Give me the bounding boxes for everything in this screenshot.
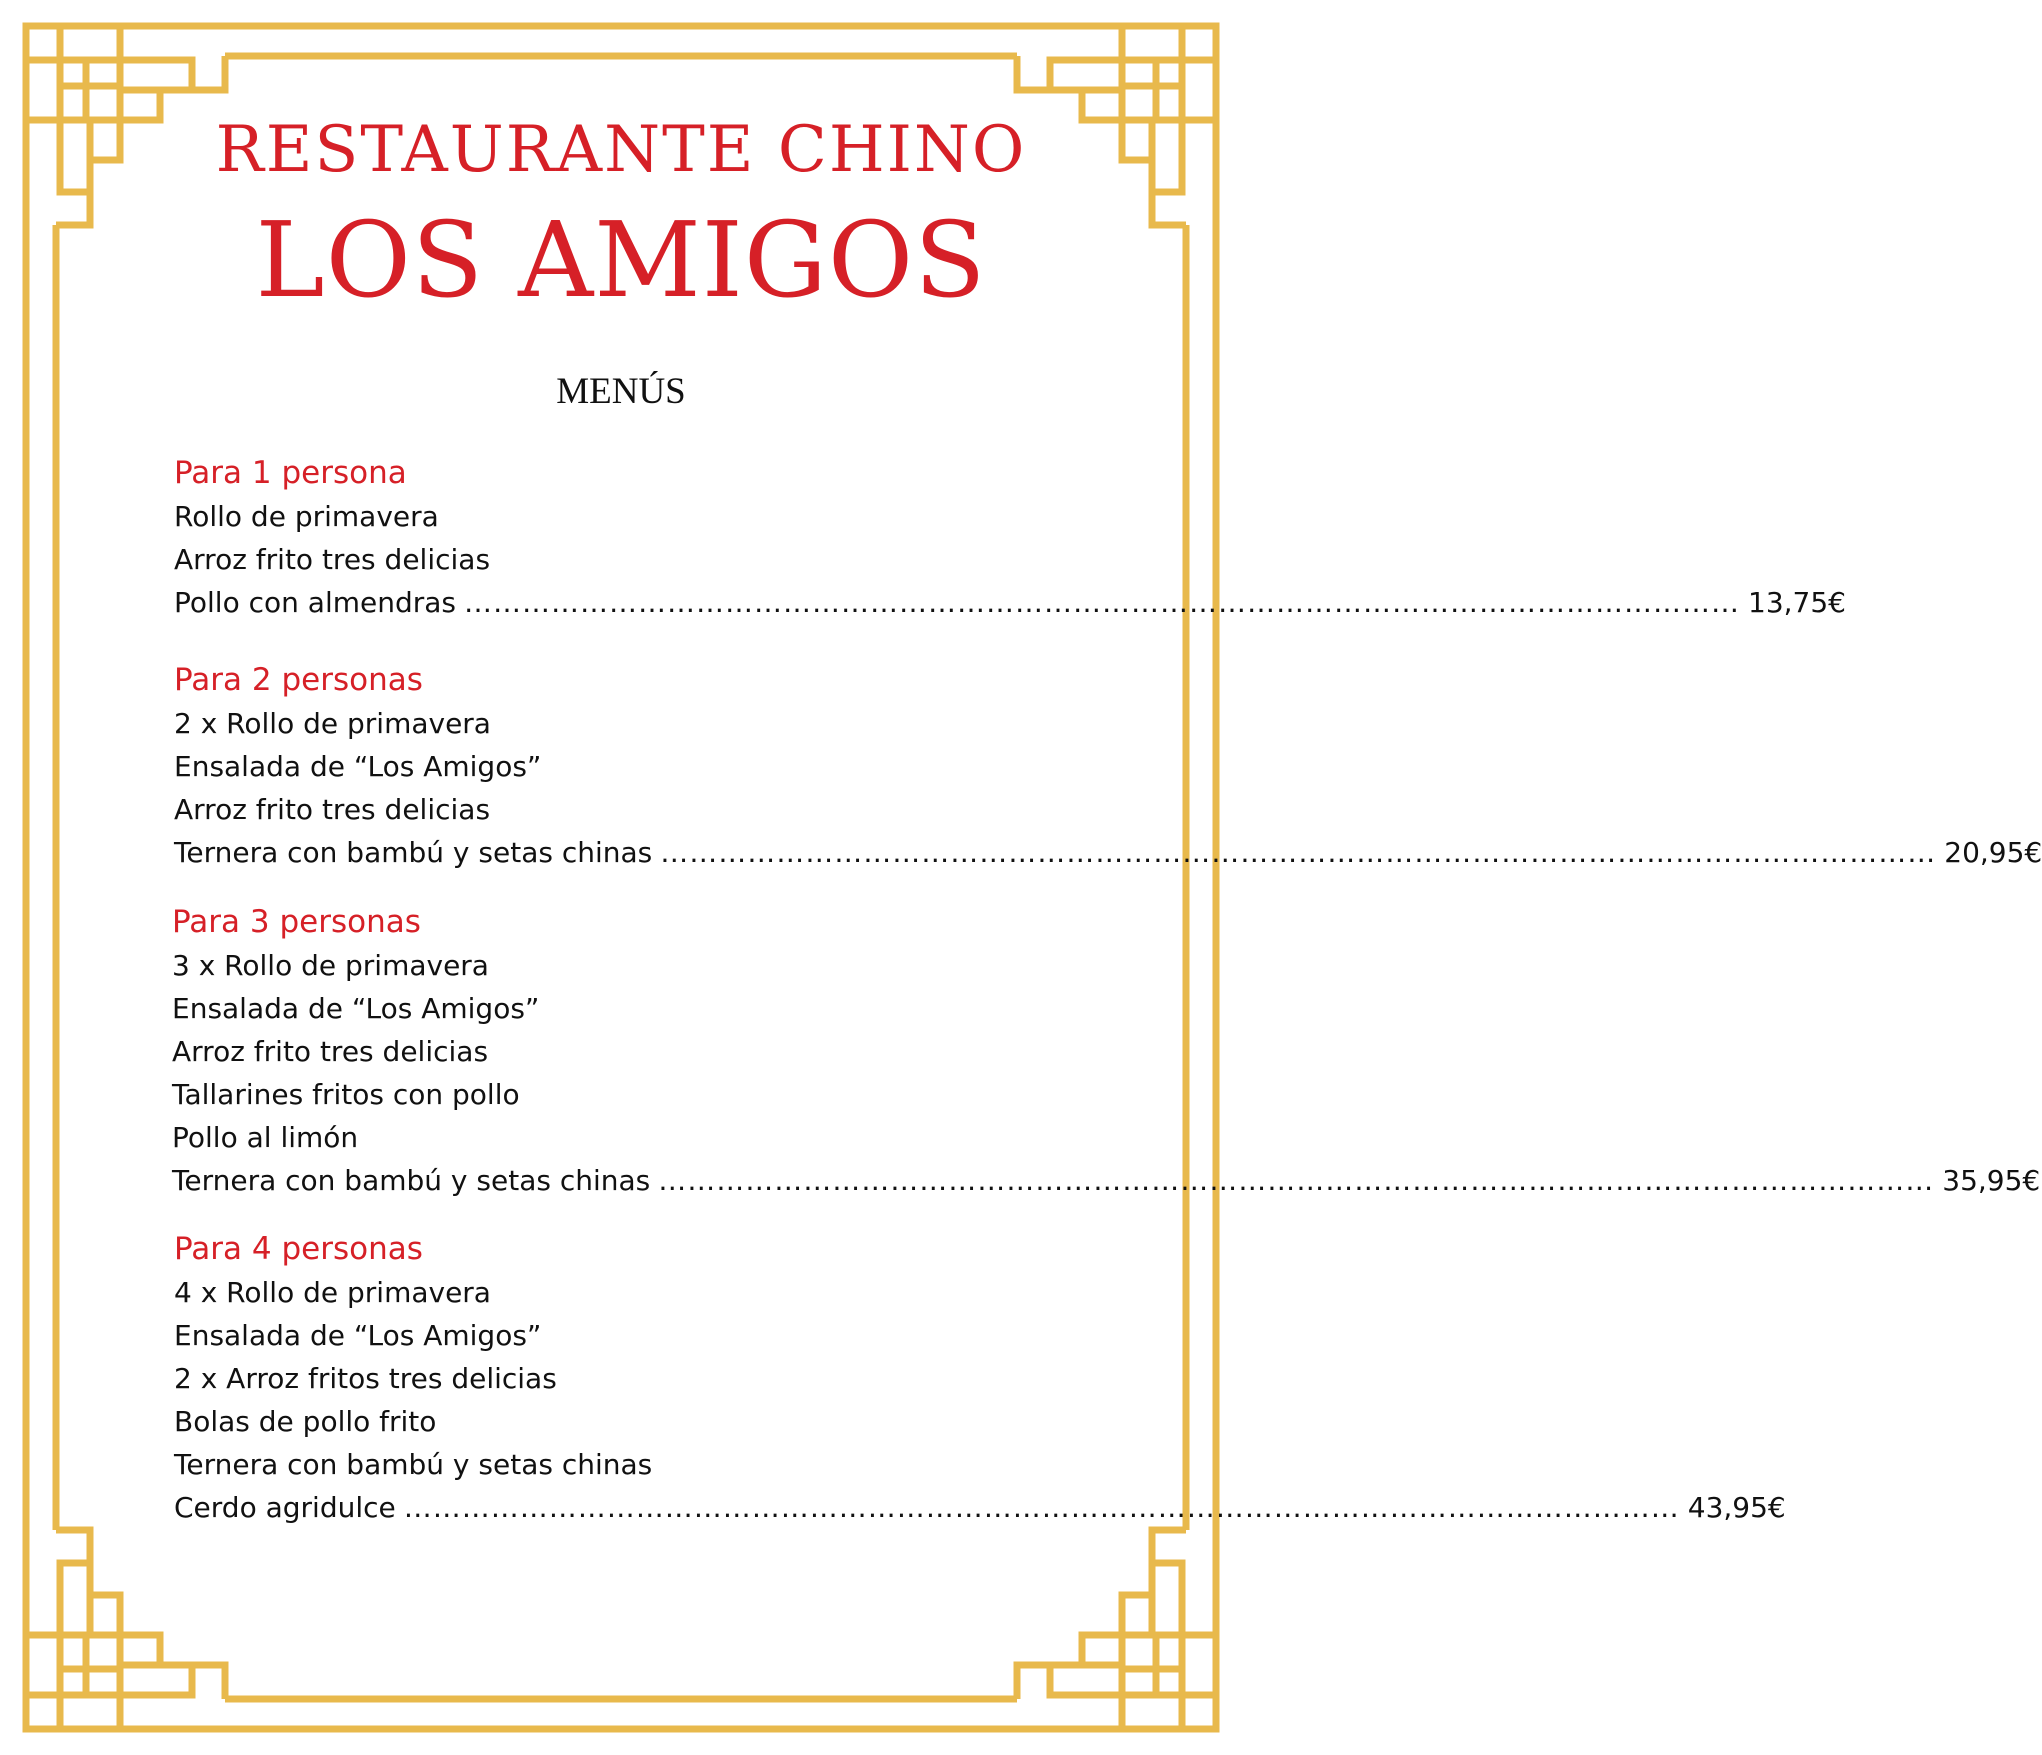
menu-item: Cerdo agridulce xyxy=(174,1491,396,1524)
menu-item: 2 x Rollo de primavera xyxy=(174,707,491,740)
menu-item: Rollo de primavera xyxy=(174,500,439,533)
menu-price: 35,95€ xyxy=(1942,1164,2041,1197)
dot-leader: …………………………………………………………………………………………………………………… xyxy=(403,1491,1680,1524)
menu-price-line xyxy=(174,1486,1786,1529)
menu-price: 43,95€ xyxy=(1687,1491,1786,1524)
menu-item: Ensalada de “Los Amigos” xyxy=(174,750,542,783)
menu-item: Bolas de pollo frito xyxy=(174,1405,437,1438)
menu-heading: Para 2 personas xyxy=(174,662,423,698)
menu-item: Arroz frito tres delicias xyxy=(172,1035,489,1068)
menu-heading: Para 1 persona xyxy=(174,455,407,491)
menu-item: Ensalada de “Los Amigos” xyxy=(174,1319,542,1352)
menu-item: Arroz frito tres delicias xyxy=(174,543,491,576)
menu-price-line xyxy=(172,1159,2041,1202)
menu-item: 4 x Rollo de primavera xyxy=(174,1276,491,1309)
menu-item: Ternera con bambú y setas chinas xyxy=(174,836,653,869)
menu-section-3-persons xyxy=(172,901,2041,1202)
menu-item: Tallarines fritos con pollo xyxy=(172,1078,520,1111)
menu-section-1-person xyxy=(174,452,1846,624)
dot-leader: …………………………………………………………………………………………………………………… xyxy=(658,1164,1935,1197)
restaurant-name-title: LOS AMIGOS xyxy=(255,199,987,321)
menu-heading: Para 3 personas xyxy=(172,904,421,940)
menu-item: Ternera con bambú y setas chinas xyxy=(172,1164,651,1197)
menu-item: Ensalada de “Los Amigos” xyxy=(172,992,540,1025)
menu-section-4-persons xyxy=(174,1228,1786,1529)
menu-item: Pollo con almendras xyxy=(174,586,456,619)
menu-item: Arroz frito tres delicias xyxy=(174,793,491,826)
dot-leader: …………………………………………………………………………………………………………………… xyxy=(464,586,1740,619)
menus-subtitle: MENÚS xyxy=(556,371,686,412)
menu-item: Pollo al limón xyxy=(172,1121,359,1154)
menu-price-line xyxy=(174,581,1846,624)
menu-item: Ternera con bambú y setas chinas xyxy=(174,1448,653,1481)
menu-item: 2 x Arroz fritos tres delicias xyxy=(174,1362,557,1395)
menu-heading: Para 4 personas xyxy=(174,1231,423,1267)
menu-item: 3 x Rollo de primavera xyxy=(172,949,489,982)
restaurant-type-title: RESTAURANTE CHINO xyxy=(215,113,1027,187)
dot-leader: …………………………………………………………………………………………………………………… xyxy=(660,836,1937,869)
menu-price-line xyxy=(174,831,2042,874)
menu-price: 13,75€ xyxy=(1748,586,1846,619)
menu-price: 20,95€ xyxy=(1944,836,2042,869)
menu-section-2-persons xyxy=(174,659,2042,874)
